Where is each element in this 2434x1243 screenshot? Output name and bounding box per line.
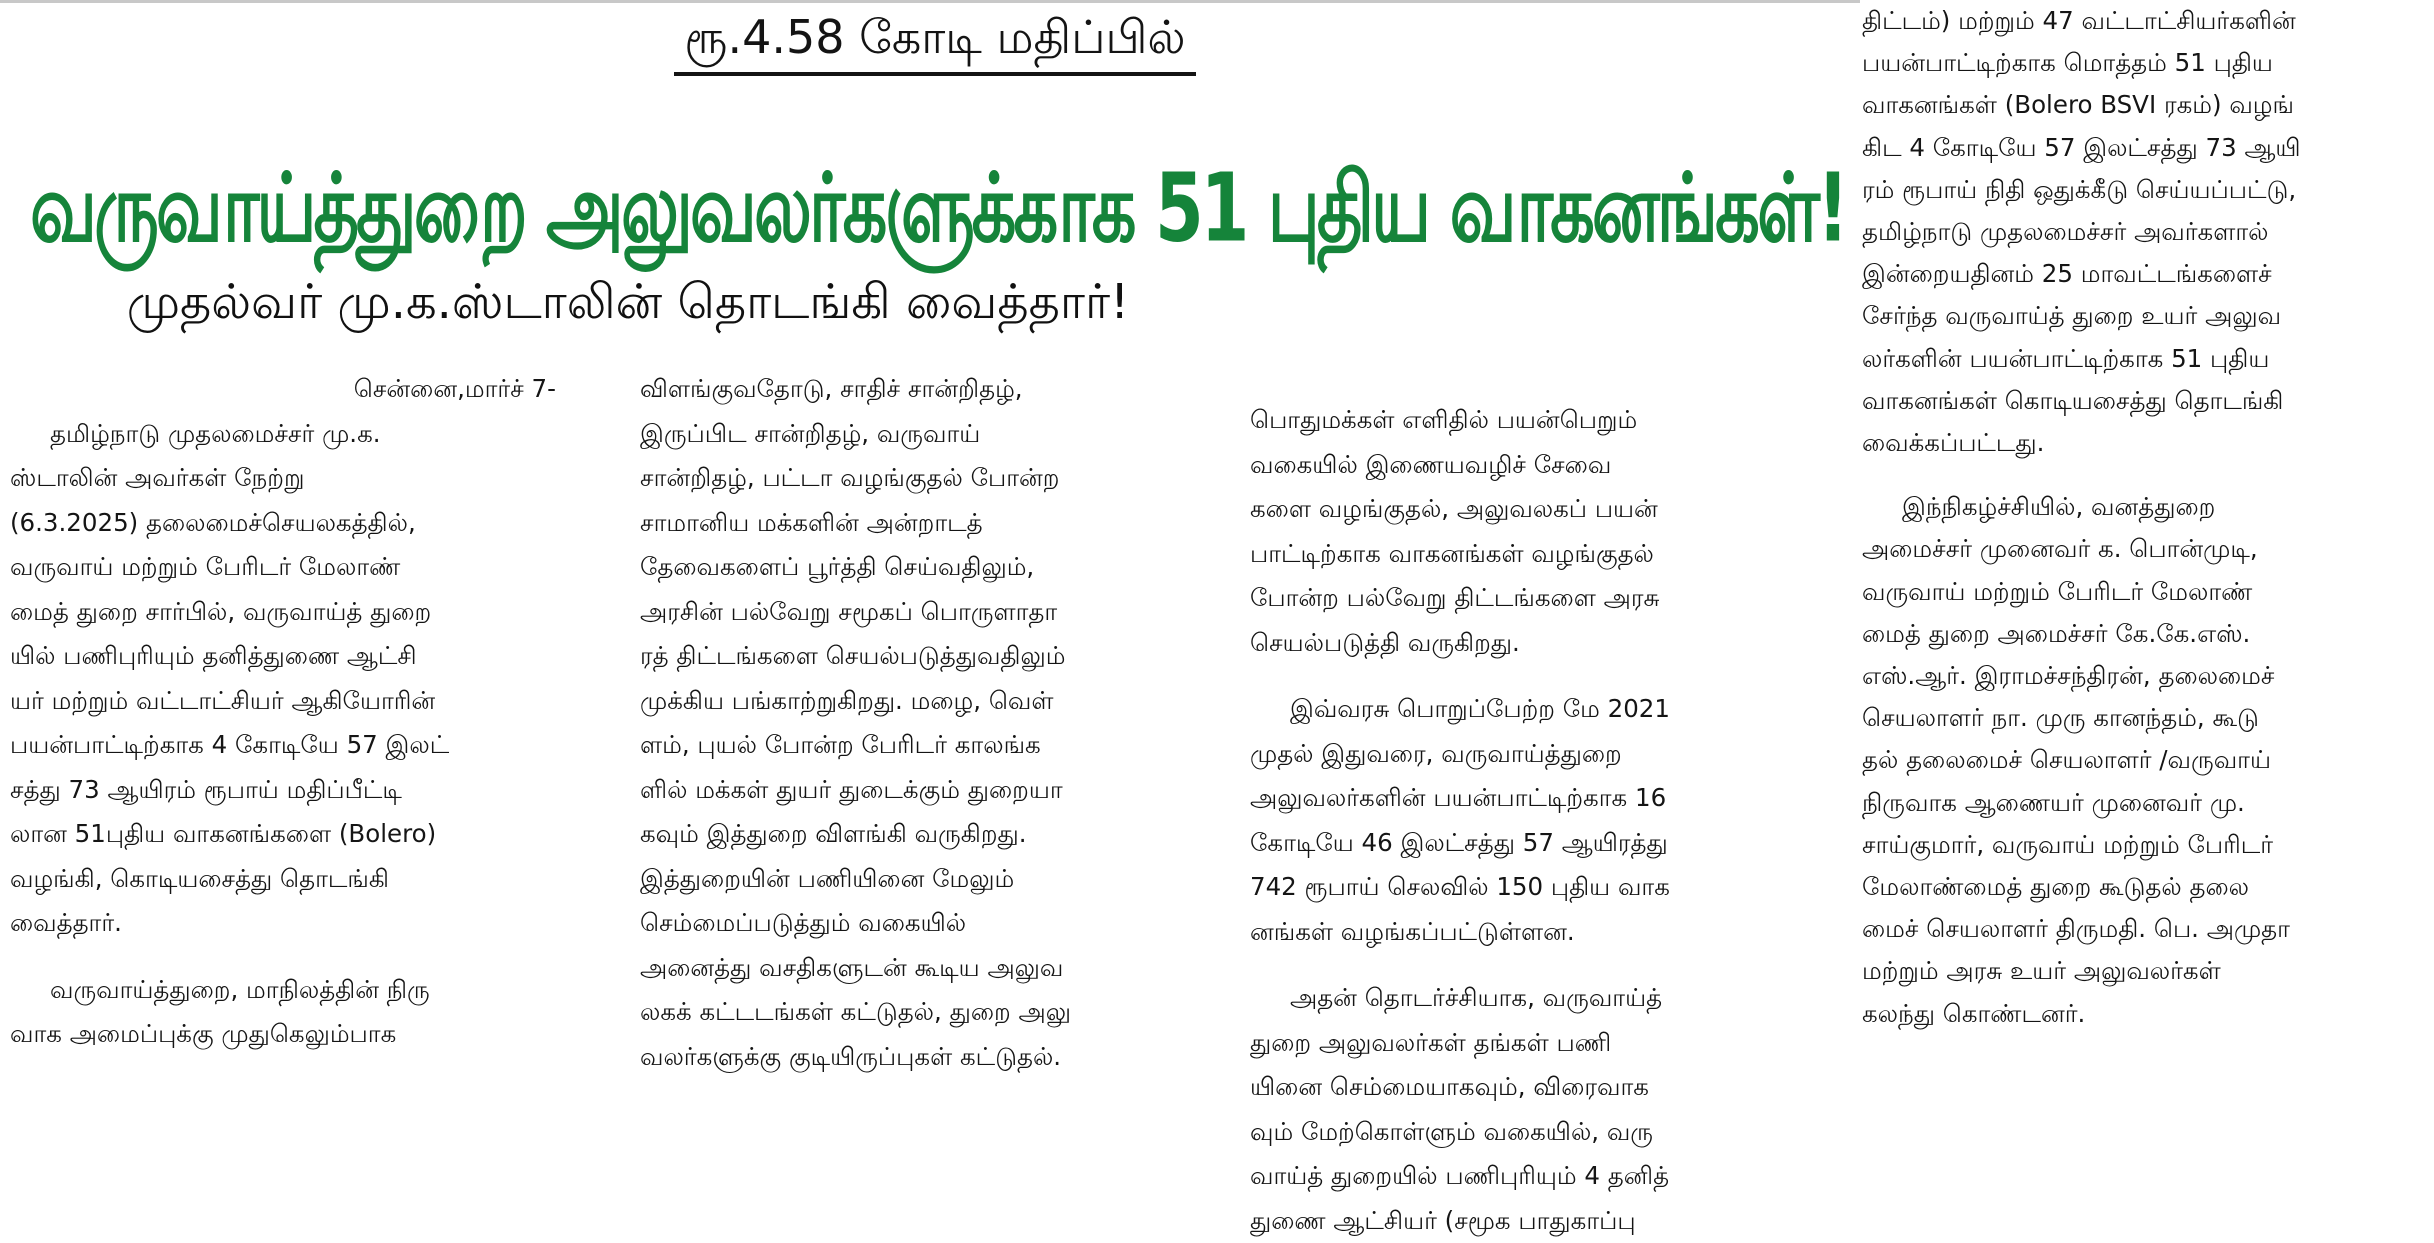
article-kicker — [40, 4, 1830, 76]
column-line: மேலாண்மைத் துறை கூடுதல் தலை — [1862, 866, 2428, 908]
article-headline: வருவாய்த்துறை அலுவலர்களுக்காக 51 புதிய வாகனங்கள்! — [8, 87, 1868, 330]
column-line: வகையில் இணையவழிச் சேவை — [1250, 443, 1834, 488]
column-line: செயலாளர் நா. முரு கானந்தம், கூடு — [1862, 697, 2428, 739]
column-line: லர்களின் பயன்பாட்டிற்காக 51 புதிய — [1862, 338, 2428, 380]
column-line: முதல் இதுவரை, வருவாய்த்துறை — [1250, 732, 1834, 777]
column-line: யில் பணிபுரியும் தனித்துணை ஆட்சி — [10, 634, 596, 679]
column-line: லகக் கட்டடங்கள் கட்டுதல், துறை அலு — [640, 990, 1208, 1035]
column-line: வருவாய்த்துறை, மாநிலத்தின் நிரு — [10, 968, 596, 1013]
column-line: துணை ஆட்சியர் (சமூக பாதுகாப்பு — [1250, 1199, 1834, 1243]
article-column-3 — [1250, 398, 1834, 1094]
column-line: யர் மற்றும் வட்டாட்சியர் ஆகியோரின் — [10, 679, 596, 724]
column-line: இருப்பிட சான்றிதழ், வருவாய் — [640, 412, 1208, 457]
column-line: பயன்பாட்டிற்காக 4 கோடியே 57 இலட் — [10, 723, 596, 768]
top-rule — [0, 0, 1860, 3]
column-line: வாய்த் துறையில் பணிபுரியும் 4 தனித் — [1250, 1154, 1834, 1199]
column-line: திட்டம்) மற்றும் 47 வட்டாட்சியர்களின் — [1862, 0, 2428, 42]
column-line: ரத் திட்டங்களை செயல்படுத்துவதிலும் — [640, 634, 1208, 679]
column-line: ஸ்டாலின் அவர்கள் நேற்று — [10, 456, 596, 501]
column-line: வைத்தார். — [10, 901, 596, 946]
column-line: செயல்படுத்தி வருகிறது. — [1250, 621, 1834, 666]
column-line: கலந்து கொண்டனர். — [1862, 993, 2428, 1035]
article-column-1 — [10, 367, 596, 1094]
column-line: அனைத்து வசதிகளுடன் கூடிய அலுவ — [640, 946, 1208, 991]
column-line: அரசின் பல்வேறு சமூகப் பொருளாதா — [640, 590, 1208, 635]
column-line: லான 51புதிய வாகனங்களை (Bolero) — [10, 812, 596, 857]
column-line: ரம் ரூபாய் நிதி ஒதுக்கீடு செய்யப்பட்டு, — [1862, 169, 2428, 211]
column-line: வைக்கப்பட்டது. — [1862, 422, 2428, 464]
column-line: சேர்ந்த வருவாய்த் துறை உயர் அலுவ — [1862, 295, 2428, 337]
column-line: இத்துறையின் பணியினை மேலும் — [640, 857, 1208, 902]
column-line: போன்ற பல்வேறு திட்டங்களை அரசு — [1250, 576, 1834, 621]
column-line: ளில் மக்கள் துயர் துடைக்கும் துறையா — [640, 768, 1208, 813]
column-line: இன்றையதினம் 25 மாவட்டங்களைச் — [1862, 253, 2428, 295]
column-line: னங்கள் வழங்கப்பட்டுள்ளன. — [1250, 910, 1834, 955]
column-line: மைச் செயலாளர் திருமதி. பெ. அமுதா — [1862, 908, 2428, 950]
kicker-text: ரூ.4.58 கோடி மதிப்பில் — [674, 4, 1195, 76]
article-column-2 — [640, 367, 1208, 1094]
column-line: வழங்கி, கொடியசைத்து தொடங்கி — [10, 857, 596, 902]
column-line: அலுவலர்களின் பயன்பாட்டிற்காக 16 — [1250, 776, 1834, 821]
column-line: செம்மைப்படுத்தும் வகையில் — [640, 901, 1208, 946]
column-line: வாகனங்கள் கொடியசைத்து தொடங்கி — [1862, 380, 2428, 422]
column-line: வாகனங்கள் (Bolero BSVI ரகம்) வழங் — [1862, 84, 2428, 126]
column-line: கவும் இத்துறை விளங்கி வருகிறது. — [640, 812, 1208, 857]
column-line: வாக அமைப்புக்கு முதுகெலும்பாக — [10, 1012, 596, 1057]
column-line: சான்றிதழ், பட்டா வழங்குதல் போன்ற — [640, 456, 1208, 501]
column-line: பாட்டிற்காக வாகனங்கள் வழங்குதல் — [1250, 532, 1834, 577]
article-column-4 — [1862, 0, 2428, 1094]
column-line: மற்றும் அரசு உயர் அலுவலர்கள் — [1862, 950, 2428, 992]
column-line: நிருவாக ஆணையர் முனைவர் மு. — [1862, 782, 2428, 824]
column-line: இந்நிகழ்ச்சியில், வனத்துறை — [1862, 486, 2428, 528]
column-line: ளம், புயல் போன்ற பேரிடர் காலங்க — [640, 723, 1208, 768]
column-line: விளங்குவதோடு, சாதிச் சான்றிதழ், — [640, 367, 1208, 412]
column-line: முக்கிய பங்காற்றுகிறது. மழை, வெள் — [640, 679, 1208, 724]
column-line: தல் தலைமைச் செயலாளர் /வருவாய் — [1862, 739, 2428, 781]
column-line: இவ்வரசு பொறுப்பேற்ற மே 2021 — [1250, 687, 1834, 732]
column-line: கோடியே 46 இலட்சத்து 57 ஆயிரத்து — [1250, 821, 1834, 866]
column-line: துறை அலுவலர்கள் தங்கள் பணி — [1250, 1021, 1834, 1066]
column-line: பொதுமக்கள் எளிதில் பயன்பெறும் — [1250, 398, 1834, 443]
column-line: வும் மேற்கொள்ளும் வகையில், வரு — [1250, 1110, 1834, 1155]
column-line: பயன்பாட்டிற்காக மொத்தம் 51 புதிய — [1862, 42, 2428, 84]
column-line: வலர்களுக்கு குடியிருப்புகள் கட்டுதல். — [640, 1035, 1208, 1080]
column-line: சத்து 73 ஆயிரம் ரூபாய் மதிப்பீட்டி — [10, 768, 596, 813]
column-line: கிட 4 கோடியே 57 இலட்சத்து 73 ஆயி — [1862, 127, 2428, 169]
dateline: சென்னை,மார்ச் 7- — [10, 367, 596, 412]
column-line: தேவைகளைப் பூர்த்தி செய்வதிலும், — [640, 545, 1208, 590]
column-line: மைத் துறை சார்பில், வருவாய்த் துறை — [10, 590, 596, 635]
column-line: சாமானிய மக்களின் அன்றாடத் — [640, 501, 1208, 546]
column-line: வருவாய் மற்றும் பேரிடர் மேலாண் — [10, 545, 596, 590]
column-line: தமிழ்நாடு முதலமைச்சர் அவர்களால் — [1862, 211, 2428, 253]
column-line: யினை செம்மையாகவும், விரைவாக — [1250, 1065, 1834, 1110]
column-line: மைத் துறை அமைச்சர் கே.கே.எஸ். — [1862, 613, 2428, 655]
column-line: தமிழ்நாடு முதலமைச்சர் மு.க. — [10, 412, 596, 457]
column-line: களை வழங்குதல், அலுவலகப் பயன் — [1250, 487, 1834, 532]
column-line: எஸ்.ஆர். இராமச்சந்திரன், தலைமைச் — [1862, 655, 2428, 697]
column-line: அதன் தொடர்ச்சியாக, வருவாய்த் — [1250, 976, 1834, 1021]
column-line: வருவாய் மற்றும் பேரிடர் மேலாண் — [1862, 571, 2428, 613]
column-line: அமைச்சர் முனைவர் க. பொன்முடி, — [1862, 528, 2428, 570]
article-subheadline: முதல்வர் மு.க.ஸ்டாலின் தொடங்கி வைத்தார்! — [8, 262, 1248, 342]
column-line: 742 ரூபாய் செலவில் 150 புதிய வாக — [1250, 865, 1834, 910]
column-line: (6.3.2025) தலைமைச்செயலகத்தில், — [10, 501, 596, 546]
column-line: சாய்குமார், வருவாய் மற்றும் பேரிடர் — [1862, 824, 2428, 866]
